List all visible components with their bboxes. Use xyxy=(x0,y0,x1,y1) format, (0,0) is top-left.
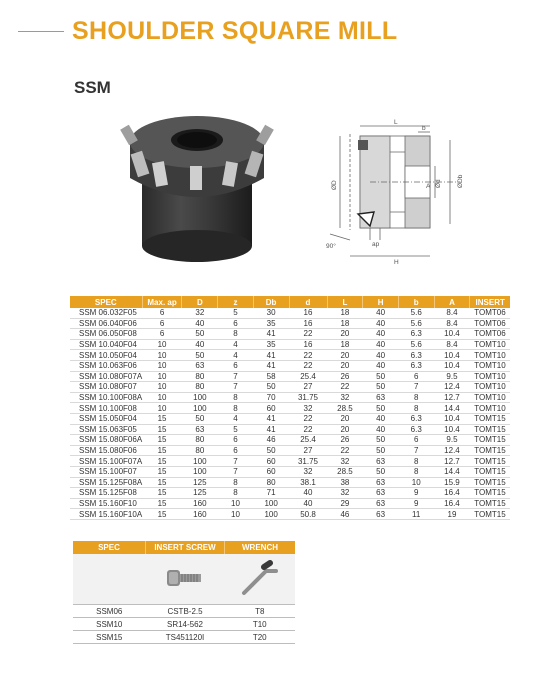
spec-col-1: Max. ap xyxy=(142,296,182,308)
spec-cell: 30 xyxy=(253,308,289,318)
spec-cell: 18 xyxy=(327,318,363,329)
spec-cell: 22 xyxy=(289,360,327,371)
spec-cell: 41 xyxy=(253,350,289,361)
spec-cell: SSM 15.100F07A xyxy=(70,456,142,467)
spec-row xyxy=(70,329,510,340)
spec-row xyxy=(70,392,510,403)
spec-cell: 50 xyxy=(253,445,289,456)
spec-cell: 20 xyxy=(327,360,363,371)
header-rule xyxy=(18,31,64,32)
spec-cell: 20 xyxy=(327,413,363,424)
spec-cell: 31.75 xyxy=(289,456,327,467)
spec-cell: 10 xyxy=(142,392,182,403)
spec-cell: SSM 10.050F04 xyxy=(70,350,142,361)
spec-cell: 15 xyxy=(142,435,182,446)
spec-cell: 160 xyxy=(182,498,218,509)
spec-cell: 160 xyxy=(182,509,218,520)
spec-cell: SSM 15.125F08 xyxy=(70,488,142,499)
spec-cell: TOMT10 xyxy=(470,392,510,403)
spec-cell: 16.4 xyxy=(434,488,470,499)
spec-row xyxy=(70,403,510,414)
spec-cell: 16 xyxy=(289,318,327,329)
spec-cell: 20 xyxy=(327,424,363,435)
accessory-image-row xyxy=(73,554,295,605)
spec-cell: 40 xyxy=(363,339,399,350)
spec-cell: 10 xyxy=(398,477,434,488)
spec-cell: 5.6 xyxy=(398,339,434,350)
spec-cell: 8 xyxy=(398,392,434,403)
spec-cell: 10.4 xyxy=(434,424,470,435)
spec-cell: 32 xyxy=(289,466,327,477)
spec-cell: 14.4 xyxy=(434,466,470,477)
spec-cell: 40 xyxy=(363,329,399,340)
spec-cell: 22 xyxy=(327,445,363,456)
spec-col-3: z xyxy=(218,296,254,308)
spec-cell: 9 xyxy=(398,498,434,509)
spec-cell: 35 xyxy=(253,318,289,329)
accessory-row: SSM10 SR14-562 T10 xyxy=(73,618,295,631)
label-L: L xyxy=(394,119,398,126)
spec-cell: SSM 10.100F08A xyxy=(70,392,142,403)
spec-cell: 41 xyxy=(253,360,289,371)
spec-cell: 6 xyxy=(142,318,182,329)
spec-cell: 5 xyxy=(218,424,254,435)
spec-cell: 20 xyxy=(327,350,363,361)
spec-cell: 125 xyxy=(182,477,218,488)
spec-row xyxy=(70,413,510,424)
spec-cell: 10 xyxy=(142,403,182,414)
spec-cell: 15 xyxy=(142,498,182,509)
col-insert-screw: INSERT SCREW xyxy=(146,541,225,554)
spec-cell: TOMT15 xyxy=(470,435,510,446)
spec-cell: 31.75 xyxy=(289,392,327,403)
spec-cell: 8 xyxy=(398,403,434,414)
spec-cell: 6 xyxy=(398,371,434,382)
label-d: Ød xyxy=(435,179,442,188)
spec-cell: 18 xyxy=(327,308,363,318)
spec-cell: 15 xyxy=(142,477,182,488)
spec-row xyxy=(70,424,510,435)
spec-cell: 38 xyxy=(327,477,363,488)
spec-cell: 16 xyxy=(289,339,327,350)
label-angle: 90° xyxy=(326,243,336,250)
label-D: ØD xyxy=(331,180,338,190)
spec-cell: SSM 06.040F06 xyxy=(70,318,142,329)
spec-cell: 50.8 xyxy=(289,509,327,520)
spec-cell: TOMT15 xyxy=(470,498,510,509)
product-photo xyxy=(112,106,282,272)
spec-cell: TOMT15 xyxy=(470,466,510,477)
spec-cell: 10 xyxy=(142,382,182,393)
label-A: A xyxy=(426,183,431,190)
spec-row xyxy=(70,318,510,329)
spec-cell: 50 xyxy=(182,350,218,361)
spec-col-9: A xyxy=(434,296,470,308)
spec-cell: 12.4 xyxy=(434,445,470,456)
spec-cell: 100 xyxy=(182,456,218,467)
spec-cell: SSM 10.040F04 xyxy=(70,339,142,350)
spec-row xyxy=(70,488,510,499)
spec-cell: 28.5 xyxy=(327,403,363,414)
spec-col-2: D xyxy=(182,296,218,308)
spec-cell: SSM 15.050F04 xyxy=(70,413,142,424)
spec-cell: TOMT10 xyxy=(470,371,510,382)
spec-cell: 15 xyxy=(142,445,182,456)
spec-cell: 5 xyxy=(218,308,254,318)
spec-cell: SSM 15.160F10 xyxy=(70,498,142,509)
label-b: b xyxy=(422,125,426,132)
accessory-row: SSM15 TS451120I T20 xyxy=(73,631,295,644)
spec-row xyxy=(70,382,510,393)
spec-cell: TOMT15 xyxy=(470,477,510,488)
spec-cell: 12.7 xyxy=(434,392,470,403)
spec-cell: 8.4 xyxy=(434,308,470,318)
spec-row xyxy=(70,339,510,350)
spec-cell: 15 xyxy=(142,488,182,499)
spec-cell: 6 xyxy=(218,435,254,446)
label-Db: ØDb xyxy=(457,174,464,188)
spec-cell: 4 xyxy=(218,350,254,361)
spec-cell: TOMT06 xyxy=(470,308,510,318)
spec-cell: 50 xyxy=(182,329,218,340)
product-code: SSM xyxy=(74,78,111,97)
spec-cell: 26 xyxy=(327,435,363,446)
spec-cell: 40 xyxy=(182,318,218,329)
spec-cell: SSM 15.063F05 xyxy=(70,424,142,435)
spec-cell: TOMT10 xyxy=(470,350,510,361)
spec-cell: 40 xyxy=(363,424,399,435)
spec-cell: 7 xyxy=(218,466,254,477)
spec-cell: SSM 10.080F07A xyxy=(70,371,142,382)
spec-cell: 14.4 xyxy=(434,403,470,414)
spec-cell: 4 xyxy=(218,339,254,350)
spec-cell: 10.4 xyxy=(434,350,470,361)
spec-col-10: INSERT xyxy=(470,296,510,308)
spec-cell: 10.4 xyxy=(434,360,470,371)
spec-cell: 80 xyxy=(182,435,218,446)
spec-cell: 100 xyxy=(253,498,289,509)
spec-cell: TOMT10 xyxy=(470,339,510,350)
spec-cell: SSM 10.080F07 xyxy=(70,382,142,393)
spec-cell: 50 xyxy=(182,413,218,424)
spec-cell: 19 xyxy=(434,509,470,520)
spec-cell: 7 xyxy=(398,445,434,456)
spec-cell: 8 xyxy=(218,403,254,414)
spec-cell: 40 xyxy=(363,413,399,424)
spec-cell: 32 xyxy=(327,456,363,467)
spec-cell: 15 xyxy=(142,424,182,435)
spec-cell: 32 xyxy=(327,392,363,403)
spec-table xyxy=(70,296,510,520)
spec-cell: 50 xyxy=(363,445,399,456)
spec-cell: 63 xyxy=(182,360,218,371)
spec-cell: TOMT10 xyxy=(470,360,510,371)
spec-cell: 8 xyxy=(398,466,434,477)
spec-cell: 50 xyxy=(363,382,399,393)
spec-cell: 15 xyxy=(142,509,182,520)
spec-cell: 6.3 xyxy=(398,329,434,340)
label-ap: ap xyxy=(372,241,380,248)
spec-cell: 41 xyxy=(253,424,289,435)
spec-row xyxy=(70,456,510,467)
spec-cell: TOMT10 xyxy=(470,382,510,393)
spec-cell: TOMT10 xyxy=(470,403,510,414)
spec-cell: 63 xyxy=(363,498,399,509)
spec-cell: 6.3 xyxy=(398,360,434,371)
spec-cell: 8 xyxy=(218,392,254,403)
spec-cell: TOMT15 xyxy=(470,445,510,456)
spec-cell: 40 xyxy=(363,360,399,371)
spec-col-6: L xyxy=(327,296,363,308)
spec-cell: 63 xyxy=(363,488,399,499)
spec-cell: 8.4 xyxy=(434,318,470,329)
spec-col-0: SPEC xyxy=(70,296,142,308)
spec-cell: 63 xyxy=(363,456,399,467)
spec-table-header xyxy=(70,296,510,308)
spec-col-5: d xyxy=(289,296,327,308)
spec-cell: SSM 15.125F08A xyxy=(70,477,142,488)
spec-cell: SSM 06.032F05 xyxy=(70,308,142,318)
spec-cell: 6 xyxy=(218,445,254,456)
spec-cell: 6.3 xyxy=(398,424,434,435)
spec-cell: 80 xyxy=(182,445,218,456)
spec-cell: 41 xyxy=(253,413,289,424)
spec-cell: 6 xyxy=(142,329,182,340)
spec-cell: 40 xyxy=(289,498,327,509)
technical-drawing xyxy=(310,116,480,266)
spec-cell: 63 xyxy=(363,477,399,488)
spec-row xyxy=(70,466,510,477)
spec-cell: 41 xyxy=(253,329,289,340)
spec-cell: 7 xyxy=(218,456,254,467)
spec-cell: 46 xyxy=(253,435,289,446)
spec-cell: 40 xyxy=(363,350,399,361)
spec-cell: 10 xyxy=(218,498,254,509)
label-H: H xyxy=(394,259,399,266)
spec-cell: SSM 15.160F10A xyxy=(70,509,142,520)
spec-cell: 8 xyxy=(218,477,254,488)
spec-cell: 80 xyxy=(253,477,289,488)
spec-cell: TOMT15 xyxy=(470,488,510,499)
spec-cell: 6.3 xyxy=(398,350,434,361)
spec-cell: 6.3 xyxy=(398,413,434,424)
spec-cell: TOMT06 xyxy=(470,318,510,329)
spec-cell: 8 xyxy=(218,329,254,340)
spec-cell: 100 xyxy=(253,509,289,520)
spec-cell: 63 xyxy=(363,509,399,520)
spec-row xyxy=(70,445,510,456)
spec-cell: 60 xyxy=(253,466,289,477)
spec-cell: 71 xyxy=(253,488,289,499)
spec-cell: 32 xyxy=(182,308,218,318)
spec-cell: 35 xyxy=(253,339,289,350)
spec-cell: 8 xyxy=(218,488,254,499)
spec-cell: 80 xyxy=(182,371,218,382)
spec-cell: SSM 15.080F06 xyxy=(70,445,142,456)
spec-col-7: H xyxy=(363,296,399,308)
spec-cell: TOMT15 xyxy=(470,456,510,467)
spec-cell: 15 xyxy=(142,413,182,424)
page-title: SHOULDER SQUARE MILL xyxy=(72,17,398,45)
spec-cell: TOMT15 xyxy=(470,413,510,424)
spec-row xyxy=(70,360,510,371)
spec-cell: 27 xyxy=(289,382,327,393)
spec-cell: 9 xyxy=(398,488,434,499)
spec-cell: 22 xyxy=(327,382,363,393)
spec-cell: TOMT15 xyxy=(470,424,510,435)
spec-cell: 40 xyxy=(289,488,327,499)
spec-cell: 60 xyxy=(253,403,289,414)
spec-cell: 100 xyxy=(182,466,218,477)
spec-cell: 29 xyxy=(327,498,363,509)
spec-cell: 15 xyxy=(142,466,182,477)
spec-cell: 6 xyxy=(218,318,254,329)
spec-cell: TOMT15 xyxy=(470,509,510,520)
accessory-table xyxy=(73,541,295,644)
spec-cell: TOMT06 xyxy=(470,329,510,340)
col-wrench: WRENCH xyxy=(225,541,296,554)
spec-cell: 10 xyxy=(142,360,182,371)
spec-cell: 22 xyxy=(289,424,327,435)
screw-image xyxy=(146,554,225,605)
spec-row xyxy=(70,308,510,318)
spec-cell: 125 xyxy=(182,488,218,499)
spec-cell: 6 xyxy=(398,435,434,446)
spec-cell: 11 xyxy=(398,509,434,520)
spec-cell: 10 xyxy=(142,339,182,350)
spec-cell: 15.9 xyxy=(434,477,470,488)
spec-row xyxy=(70,509,510,520)
spec-cell: 12.4 xyxy=(434,382,470,393)
spec-cell: 63 xyxy=(182,424,218,435)
spec-cell: 16.4 xyxy=(434,498,470,509)
spec-cell: 25.4 xyxy=(289,435,327,446)
spec-cell: 9.5 xyxy=(434,435,470,446)
spec-cell: 10 xyxy=(218,509,254,520)
spec-cell: 32 xyxy=(289,403,327,414)
spec-cell: 12.7 xyxy=(434,456,470,467)
spec-cell: 9.5 xyxy=(434,371,470,382)
spec-cell: 16 xyxy=(289,308,327,318)
spec-cell: 22 xyxy=(289,329,327,340)
spec-cell: 50 xyxy=(363,466,399,477)
spec-cell: 100 xyxy=(182,392,218,403)
spec-cell: 20 xyxy=(327,329,363,340)
spec-cell: 40 xyxy=(363,308,399,318)
spec-cell: 4 xyxy=(218,413,254,424)
spec-cell: 40 xyxy=(182,339,218,350)
spec-cell: 22 xyxy=(289,413,327,424)
spec-cell: 40 xyxy=(363,318,399,329)
spec-cell: 80 xyxy=(182,382,218,393)
spec-cell: 5.6 xyxy=(398,318,434,329)
spec-cell: 50 xyxy=(363,403,399,414)
spec-col-4: Db xyxy=(253,296,289,308)
spec-cell: 5.6 xyxy=(398,308,434,318)
spec-col-8: b xyxy=(398,296,434,308)
spec-cell: 32 xyxy=(327,488,363,499)
spec-cell: 6 xyxy=(218,360,254,371)
accessory-table-header xyxy=(73,541,295,554)
spec-cell: 63 xyxy=(363,392,399,403)
spec-cell: 38.1 xyxy=(289,477,327,488)
spec-cell: 58 xyxy=(253,371,289,382)
spec-cell: 25.4 xyxy=(289,371,327,382)
spec-cell: 50 xyxy=(363,371,399,382)
spec-cell: 100 xyxy=(182,403,218,414)
spec-cell: 27 xyxy=(289,445,327,456)
spec-cell: SSM 15.080F06A xyxy=(70,435,142,446)
spec-cell: 8 xyxy=(398,456,434,467)
spec-cell: SSM 10.100F08 xyxy=(70,403,142,414)
spec-cell: 50 xyxy=(363,435,399,446)
spec-row xyxy=(70,477,510,488)
spec-row xyxy=(70,498,510,509)
spec-cell: 7 xyxy=(218,382,254,393)
spec-cell: SSM 15.100F07 xyxy=(70,466,142,477)
spec-cell: 18 xyxy=(327,339,363,350)
spec-cell: 46 xyxy=(327,509,363,520)
spec-cell: 10 xyxy=(142,371,182,382)
spec-row xyxy=(70,371,510,382)
spec-cell: SSM 06.050F08 xyxy=(70,329,142,340)
spec-cell: 7 xyxy=(398,382,434,393)
spec-cell: 7 xyxy=(218,371,254,382)
spec-row xyxy=(70,435,510,446)
spec-cell: 70 xyxy=(253,392,289,403)
spec-cell: 10.4 xyxy=(434,329,470,340)
spec-cell: 50 xyxy=(253,382,289,393)
wrench-image xyxy=(225,554,296,605)
accessory-row: SSM06 CSTB-2.5 T8 xyxy=(73,605,295,618)
spec-cell: 10.4 xyxy=(434,413,470,424)
spec-row xyxy=(70,350,510,361)
spec-cell: 15 xyxy=(142,456,182,467)
spec-cell: 22 xyxy=(289,350,327,361)
spec-cell: 28.5 xyxy=(327,466,363,477)
spec-cell: 8.4 xyxy=(434,339,470,350)
spec-cell: 60 xyxy=(253,456,289,467)
col-spec: SPEC xyxy=(73,541,146,554)
spec-cell: 26 xyxy=(327,371,363,382)
spec-cell: 6 xyxy=(142,308,182,318)
spec-cell: 10 xyxy=(142,350,182,361)
spec-cell: SSM 10.063F06 xyxy=(70,360,142,371)
